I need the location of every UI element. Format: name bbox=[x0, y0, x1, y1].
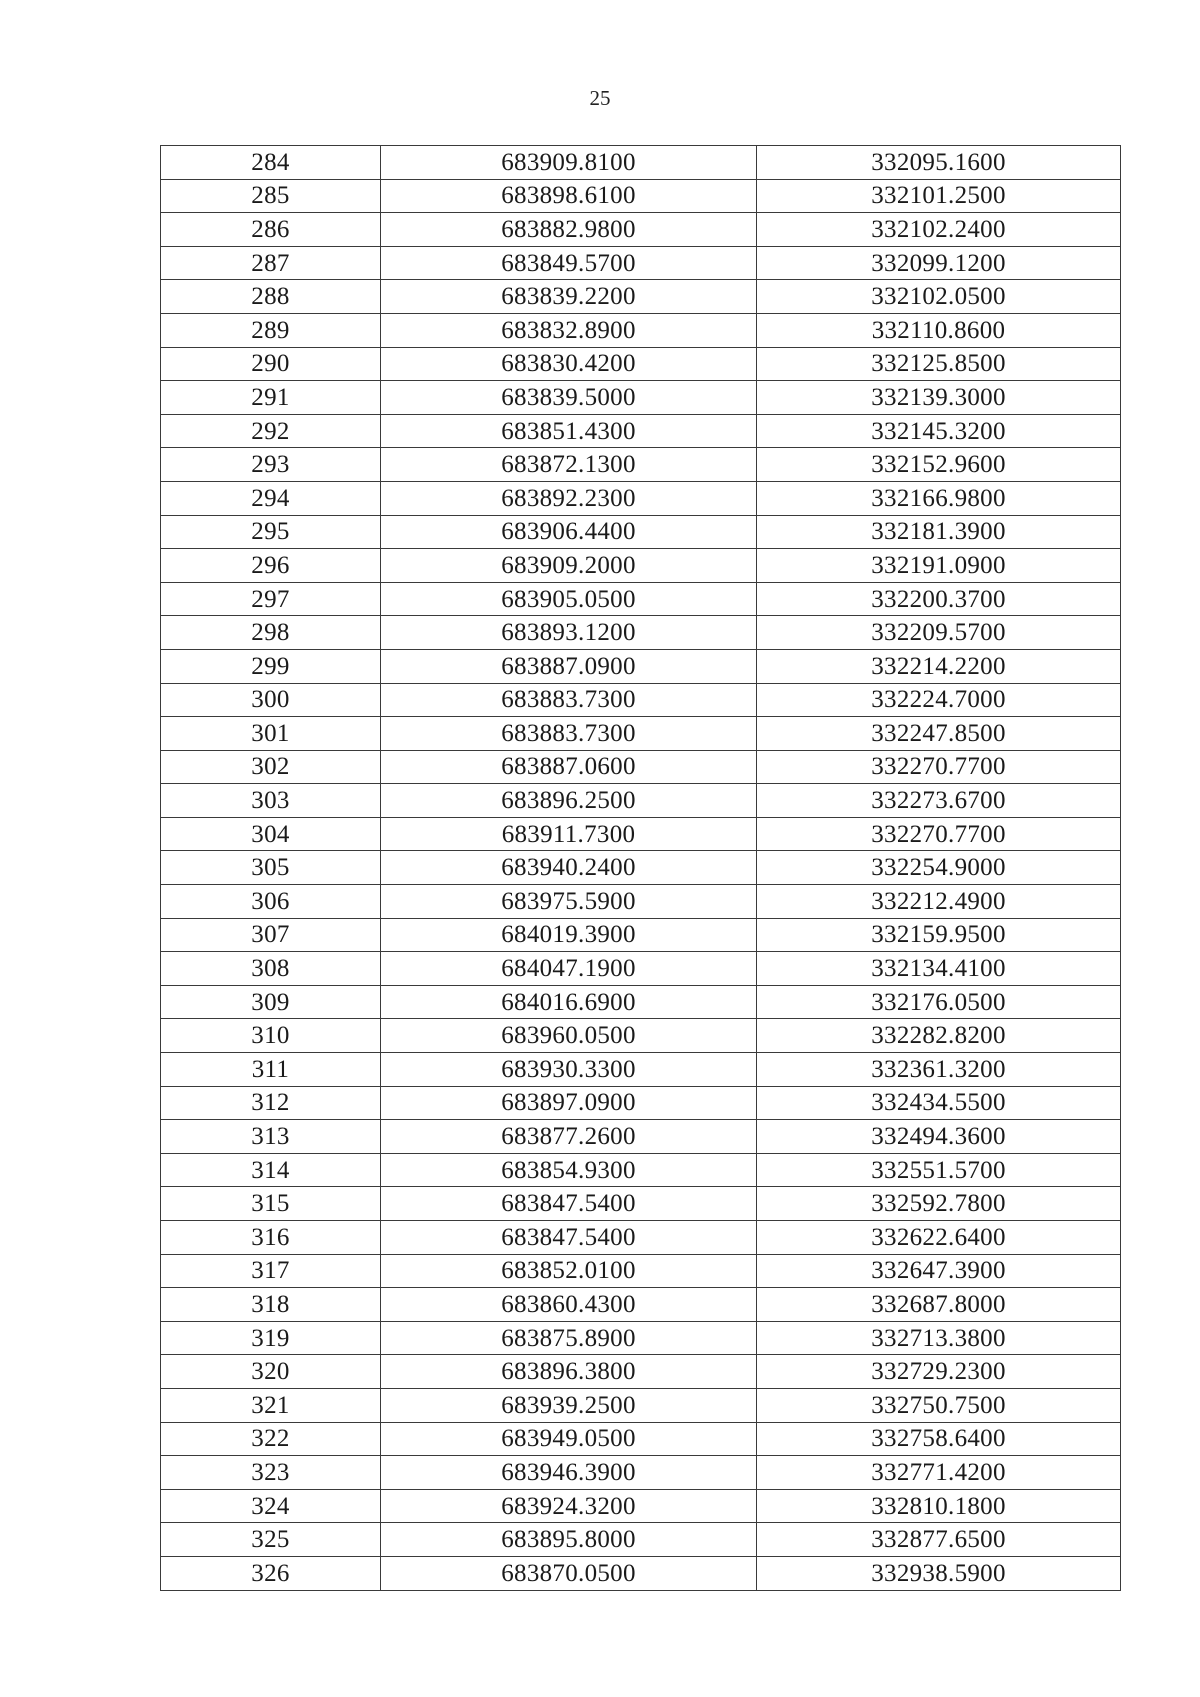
x-coordinate-cell: 683906.4400 bbox=[381, 515, 757, 549]
x-coordinate-cell: 683939.2500 bbox=[381, 1388, 757, 1422]
point-number-cell: 304 bbox=[161, 817, 381, 851]
x-coordinate-cell: 683896.2500 bbox=[381, 784, 757, 818]
x-coordinate-cell: 683883.7300 bbox=[381, 717, 757, 751]
point-number-cell: 286 bbox=[161, 213, 381, 247]
table-row bbox=[161, 952, 1121, 986]
table-row bbox=[161, 347, 1121, 381]
x-coordinate-cell: 683896.3800 bbox=[381, 1355, 757, 1389]
table-row bbox=[161, 582, 1121, 616]
x-coordinate-cell: 683839.5000 bbox=[381, 381, 757, 415]
point-number-cell: 295 bbox=[161, 515, 381, 549]
x-coordinate-cell: 683895.8000 bbox=[381, 1523, 757, 1557]
point-number-cell: 323 bbox=[161, 1456, 381, 1490]
point-number-cell: 285 bbox=[161, 179, 381, 213]
table-row bbox=[161, 1422, 1121, 1456]
x-coordinate-cell: 684019.3900 bbox=[381, 918, 757, 952]
table-row bbox=[161, 1388, 1121, 1422]
y-coordinate-cell: 332247.8500 bbox=[757, 717, 1121, 751]
y-coordinate-cell: 332152.9600 bbox=[757, 448, 1121, 482]
x-coordinate-cell: 684047.1900 bbox=[381, 952, 757, 986]
x-coordinate-cell: 683872.1300 bbox=[381, 448, 757, 482]
table-row bbox=[161, 313, 1121, 347]
point-number-cell: 320 bbox=[161, 1355, 381, 1389]
y-coordinate-cell: 332191.0900 bbox=[757, 549, 1121, 583]
table-row bbox=[161, 549, 1121, 583]
y-coordinate-cell: 332687.8000 bbox=[757, 1288, 1121, 1322]
x-coordinate-cell: 683909.8100 bbox=[381, 146, 757, 180]
table-row bbox=[161, 515, 1121, 549]
point-number-cell: 308 bbox=[161, 952, 381, 986]
x-coordinate-cell: 683839.2200 bbox=[381, 280, 757, 314]
y-coordinate-cell: 332622.6400 bbox=[757, 1221, 1121, 1255]
table-row bbox=[161, 1523, 1121, 1557]
y-coordinate-cell: 332101.2500 bbox=[757, 179, 1121, 213]
point-number-cell: 315 bbox=[161, 1187, 381, 1221]
table-row bbox=[161, 213, 1121, 247]
y-coordinate-cell: 332214.2200 bbox=[757, 649, 1121, 683]
x-coordinate-cell: 683946.3900 bbox=[381, 1456, 757, 1490]
y-coordinate-cell: 332750.7500 bbox=[757, 1388, 1121, 1422]
y-coordinate-cell: 332592.7800 bbox=[757, 1187, 1121, 1221]
point-number-cell: 326 bbox=[161, 1556, 381, 1590]
point-number-cell: 292 bbox=[161, 414, 381, 448]
y-coordinate-cell: 332139.3000 bbox=[757, 381, 1121, 415]
x-coordinate-cell: 683870.0500 bbox=[381, 1556, 757, 1590]
y-coordinate-cell: 332159.9500 bbox=[757, 918, 1121, 952]
point-number-cell: 317 bbox=[161, 1254, 381, 1288]
table-row bbox=[161, 381, 1121, 415]
y-coordinate-cell: 332110.8600 bbox=[757, 313, 1121, 347]
point-number-cell: 296 bbox=[161, 549, 381, 583]
point-number-cell: 303 bbox=[161, 784, 381, 818]
table-row bbox=[161, 1355, 1121, 1389]
y-coordinate-cell: 332224.7000 bbox=[757, 683, 1121, 717]
y-coordinate-cell: 332099.1200 bbox=[757, 246, 1121, 280]
table-row bbox=[161, 1254, 1121, 1288]
x-coordinate-cell: 683852.0100 bbox=[381, 1254, 757, 1288]
point-number-cell: 321 bbox=[161, 1388, 381, 1422]
point-number-cell: 322 bbox=[161, 1422, 381, 1456]
table-row bbox=[161, 1187, 1121, 1221]
y-coordinate-cell: 332125.8500 bbox=[757, 347, 1121, 381]
point-number-cell: 324 bbox=[161, 1489, 381, 1523]
y-coordinate-cell: 332200.3700 bbox=[757, 582, 1121, 616]
y-coordinate-cell: 332270.7700 bbox=[757, 750, 1121, 784]
table-row bbox=[161, 1321, 1121, 1355]
point-number-cell: 314 bbox=[161, 1153, 381, 1187]
table-row bbox=[161, 280, 1121, 314]
y-coordinate-cell: 332551.5700 bbox=[757, 1153, 1121, 1187]
y-coordinate-cell: 332938.5900 bbox=[757, 1556, 1121, 1590]
y-coordinate-cell: 332647.3900 bbox=[757, 1254, 1121, 1288]
x-coordinate-cell: 683893.1200 bbox=[381, 616, 757, 650]
x-coordinate-cell: 683849.5700 bbox=[381, 246, 757, 280]
table-row bbox=[161, 146, 1121, 180]
table-row bbox=[161, 1086, 1121, 1120]
x-coordinate-cell: 683897.0900 bbox=[381, 1086, 757, 1120]
point-number-cell: 284 bbox=[161, 146, 381, 180]
point-number-cell: 300 bbox=[161, 683, 381, 717]
coordinates-table bbox=[160, 145, 1121, 1591]
point-number-cell: 318 bbox=[161, 1288, 381, 1322]
x-coordinate-cell: 683949.0500 bbox=[381, 1422, 757, 1456]
point-number-cell: 293 bbox=[161, 448, 381, 482]
x-coordinate-cell: 683975.5900 bbox=[381, 885, 757, 919]
x-coordinate-cell: 683924.3200 bbox=[381, 1489, 757, 1523]
y-coordinate-cell: 332102.2400 bbox=[757, 213, 1121, 247]
table-row bbox=[161, 649, 1121, 683]
x-coordinate-cell: 683877.2600 bbox=[381, 1120, 757, 1154]
point-number-cell: 299 bbox=[161, 649, 381, 683]
table-row bbox=[161, 784, 1121, 818]
table-row bbox=[161, 985, 1121, 1019]
point-number-cell: 319 bbox=[161, 1321, 381, 1355]
y-coordinate-cell: 332209.5700 bbox=[757, 616, 1121, 650]
point-number-cell: 288 bbox=[161, 280, 381, 314]
point-number-cell: 316 bbox=[161, 1221, 381, 1255]
point-number-cell: 307 bbox=[161, 918, 381, 952]
table-row bbox=[161, 1456, 1121, 1490]
x-coordinate-cell: 683832.8900 bbox=[381, 313, 757, 347]
y-coordinate-cell: 332270.7700 bbox=[757, 817, 1121, 851]
table-row bbox=[161, 481, 1121, 515]
x-coordinate-cell: 683847.5400 bbox=[381, 1221, 757, 1255]
table-row bbox=[161, 717, 1121, 751]
x-coordinate-cell: 683851.4300 bbox=[381, 414, 757, 448]
x-coordinate-cell: 683892.2300 bbox=[381, 481, 757, 515]
table-row bbox=[161, 1556, 1121, 1590]
point-number-cell: 306 bbox=[161, 885, 381, 919]
point-number-cell: 305 bbox=[161, 851, 381, 885]
x-coordinate-cell: 683847.5400 bbox=[381, 1187, 757, 1221]
table-row bbox=[161, 750, 1121, 784]
point-number-cell: 290 bbox=[161, 347, 381, 381]
y-coordinate-cell: 332877.6500 bbox=[757, 1523, 1121, 1557]
y-coordinate-cell: 332095.1600 bbox=[757, 146, 1121, 180]
point-number-cell: 309 bbox=[161, 985, 381, 1019]
x-coordinate-cell: 683898.6100 bbox=[381, 179, 757, 213]
x-coordinate-cell: 684016.6900 bbox=[381, 985, 757, 1019]
x-coordinate-cell: 683960.0500 bbox=[381, 1019, 757, 1053]
y-coordinate-cell: 332771.4200 bbox=[757, 1456, 1121, 1490]
point-number-cell: 312 bbox=[161, 1086, 381, 1120]
point-number-cell: 311 bbox=[161, 1053, 381, 1087]
x-coordinate-cell: 683854.9300 bbox=[381, 1153, 757, 1187]
x-coordinate-cell: 683883.7300 bbox=[381, 683, 757, 717]
table-row bbox=[161, 1053, 1121, 1087]
point-number-cell: 298 bbox=[161, 616, 381, 650]
point-number-cell: 287 bbox=[161, 246, 381, 280]
y-coordinate-cell: 332273.6700 bbox=[757, 784, 1121, 818]
page-number: 25 bbox=[589, 86, 611, 110]
table-row bbox=[161, 179, 1121, 213]
table-row bbox=[161, 448, 1121, 482]
table-row bbox=[161, 1288, 1121, 1322]
y-coordinate-cell: 332181.3900 bbox=[757, 515, 1121, 549]
point-number-cell: 310 bbox=[161, 1019, 381, 1053]
table-row bbox=[161, 246, 1121, 280]
table-row bbox=[161, 1489, 1121, 1523]
table-row bbox=[161, 885, 1121, 919]
table-row bbox=[161, 616, 1121, 650]
y-coordinate-cell: 332758.6400 bbox=[757, 1422, 1121, 1456]
x-coordinate-cell: 683930.3300 bbox=[381, 1053, 757, 1087]
x-coordinate-cell: 683887.0900 bbox=[381, 649, 757, 683]
x-coordinate-cell: 683940.2400 bbox=[381, 851, 757, 885]
x-coordinate-cell: 683911.7300 bbox=[381, 817, 757, 851]
point-number-cell: 313 bbox=[161, 1120, 381, 1154]
x-coordinate-cell: 683860.4300 bbox=[381, 1288, 757, 1322]
y-coordinate-cell: 332282.8200 bbox=[757, 1019, 1121, 1053]
table-row bbox=[161, 918, 1121, 952]
x-coordinate-cell: 683875.8900 bbox=[381, 1321, 757, 1355]
table-row bbox=[161, 1153, 1121, 1187]
y-coordinate-cell: 332166.9800 bbox=[757, 481, 1121, 515]
y-coordinate-cell: 332713.3800 bbox=[757, 1321, 1121, 1355]
y-coordinate-cell: 332145.3200 bbox=[757, 414, 1121, 448]
y-coordinate-cell: 332212.4900 bbox=[757, 885, 1121, 919]
coordinates-table-body bbox=[161, 146, 1121, 1591]
y-coordinate-cell: 332810.1800 bbox=[757, 1489, 1121, 1523]
table-row bbox=[161, 851, 1121, 885]
table-row bbox=[161, 1019, 1121, 1053]
y-coordinate-cell: 332254.9000 bbox=[757, 851, 1121, 885]
x-coordinate-cell: 683887.0600 bbox=[381, 750, 757, 784]
table-row bbox=[161, 683, 1121, 717]
y-coordinate-cell: 332434.5500 bbox=[757, 1086, 1121, 1120]
point-number-cell: 297 bbox=[161, 582, 381, 616]
point-number-cell: 302 bbox=[161, 750, 381, 784]
table-row bbox=[161, 414, 1121, 448]
y-coordinate-cell: 332134.4100 bbox=[757, 952, 1121, 986]
point-number-cell: 294 bbox=[161, 481, 381, 515]
point-number-cell: 301 bbox=[161, 717, 381, 751]
y-coordinate-cell: 332102.0500 bbox=[757, 280, 1121, 314]
x-coordinate-cell: 683909.2000 bbox=[381, 549, 757, 583]
point-number-cell: 325 bbox=[161, 1523, 381, 1557]
x-coordinate-cell: 683830.4200 bbox=[381, 347, 757, 381]
x-coordinate-cell: 683882.9800 bbox=[381, 213, 757, 247]
x-coordinate-cell: 683905.0500 bbox=[381, 582, 757, 616]
y-coordinate-cell: 332494.3600 bbox=[757, 1120, 1121, 1154]
table-row bbox=[161, 1221, 1121, 1255]
point-number-cell: 291 bbox=[161, 381, 381, 415]
y-coordinate-cell: 332176.0500 bbox=[757, 985, 1121, 1019]
table-row bbox=[161, 1120, 1121, 1154]
y-coordinate-cell: 332361.3200 bbox=[757, 1053, 1121, 1087]
y-coordinate-cell: 332729.2300 bbox=[757, 1355, 1121, 1389]
table-row bbox=[161, 817, 1121, 851]
point-number-cell: 289 bbox=[161, 313, 381, 347]
